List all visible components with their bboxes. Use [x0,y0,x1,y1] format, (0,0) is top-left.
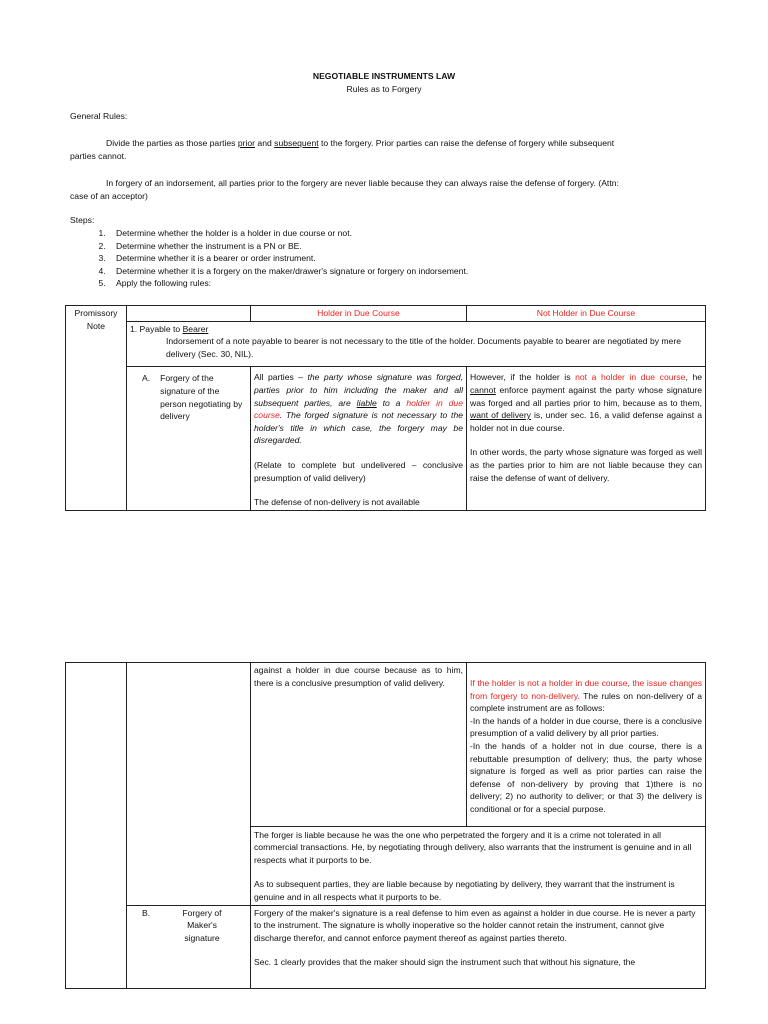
blank-row-header [66,663,127,989]
step-item: 2. Determine whether the instrument is a PN or BE. [108,240,748,253]
step-item: 1. Determine whether the holder is a holder in due course or not. [108,227,748,240]
document-title: NEGOTIABLE INSTRUMENTS LAW [312,71,456,81]
step-item: 4. Determine whether it is a forgery on the maker/drawer's signature or forgery on indorsement. [108,265,748,278]
hdc-rule-cell-continued: against a holder in due course because as to him, there is a conclusive presumption of valid delivery. [251,663,467,827]
row-header-promissory-note: Promissory Note [66,306,127,511]
steps-heading: Steps: [70,215,95,225]
forgery-rules-table-page2 [65,662,706,989]
document-subtitle: Rules as to Forgery [346,84,422,94]
hdc-rule-cell: All parties – the party whose signature was forged, parties prior to him including the maker and all subsequent parties, are liable to a holder in due course. The forged signature is not necessary to the holder's title in which case, the forgery may be disregarded. (Relate to complete but undelivered – conclusive presumption of valid delivery) The defense of non-delivery is not available [251,367,467,510]
maker-forgery-cell: Forgery of the maker's signature is a real defense to him even as against a holder in due course. He is never a party to the instrument. The signature is wholly inoperative so the holder cannot retain the instrument, cannot give discharge therefor, and cannot enforce payment thereof as against parties thereto. Sec. 1 clearly provides that the maker should sign the instrument such that without his signature, the [251,905,706,988]
not-hdc-rule-cell: However, if the holder is not a holder in due course, he cannot enforce payment against the party whose signature was forged and all parties prior to him, because as to them, want of delivery is, under sec. 16, a valid defense against a holder not in due course. In other words, the party whose signature was forged as well as the parties prior to him are not liable because they can raise the defense of want of delivery. [467,367,706,510]
not-hdc-rule-cell-continued: If the holder is not a holder in due course, the issue changes from forgery to non-delivery. The rules on non-delivery of a complete instrument are as follows: -In the hands of a holder in due course, there is a conclusive presumption of a valid delivery by all prior parties. -In the hands of a holder not in due course, there is a rebuttable presumption of delivery; thus, the party whose signature is forged as well as prior parties can raise the defense of non-delivery by proving that 1)there is no delivery; 2) no authority to deliver; or that 3) the delivery is conditional or for a special purpose. [467,663,706,827]
forger-liability-cell: The forger is liable because he was the one who perpetrated the forgery and it is a crime not tolerated in all commercial transactions. He, by negotiating through delivery, also warrants that the instrument is genuine and in all respects what it purports to be. As to subsequent parties, they are liable because by negotiating by delivery, they warrant that the instrument is genuine and in all respects what it purports to be. [251,826,706,905]
step-item: 5. Apply the following rules: [108,277,748,290]
blank-header-cell [127,306,251,322]
general-rule-paragraph-2: In forgery of an indorsement, all parties prior to the forgery are never liable because they can always raise the defense of forgery. (Attn: case of an acceptor) [70,178,619,201]
general-rules-heading: General Rules: [70,111,128,121]
forgery-rules-table-page1 [65,305,706,511]
subrule-a-label: A. Forgery of the signature of the person negotiating by delivery [127,367,251,510]
payable-to-bearer-cell: 1. Payable to Bearer Indorsement of a note payable to bearer is not necessary to the title of the holder. Documents payable to bearer are negotiated by mere delivery (Sec. 30, NIL). [127,321,706,367]
column-header-not-holder-in-due-course: Not Holder in Due Course [467,306,706,322]
blank-subrule-cell [127,663,251,906]
step-item: 3. Determine whether it is a bearer or order instrument. [108,252,748,265]
steps-list [70,227,748,290]
column-header-holder-in-due-course: Holder in Due Course [251,306,467,322]
general-rule-paragraph-1: Divide the parties as those parties prior and subsequent to the forgery. Prior parties can raise the defense of forgery while subsequent parties cannot. [70,138,615,161]
subrule-b-label: B. Forgery of Maker's signature [127,905,251,988]
